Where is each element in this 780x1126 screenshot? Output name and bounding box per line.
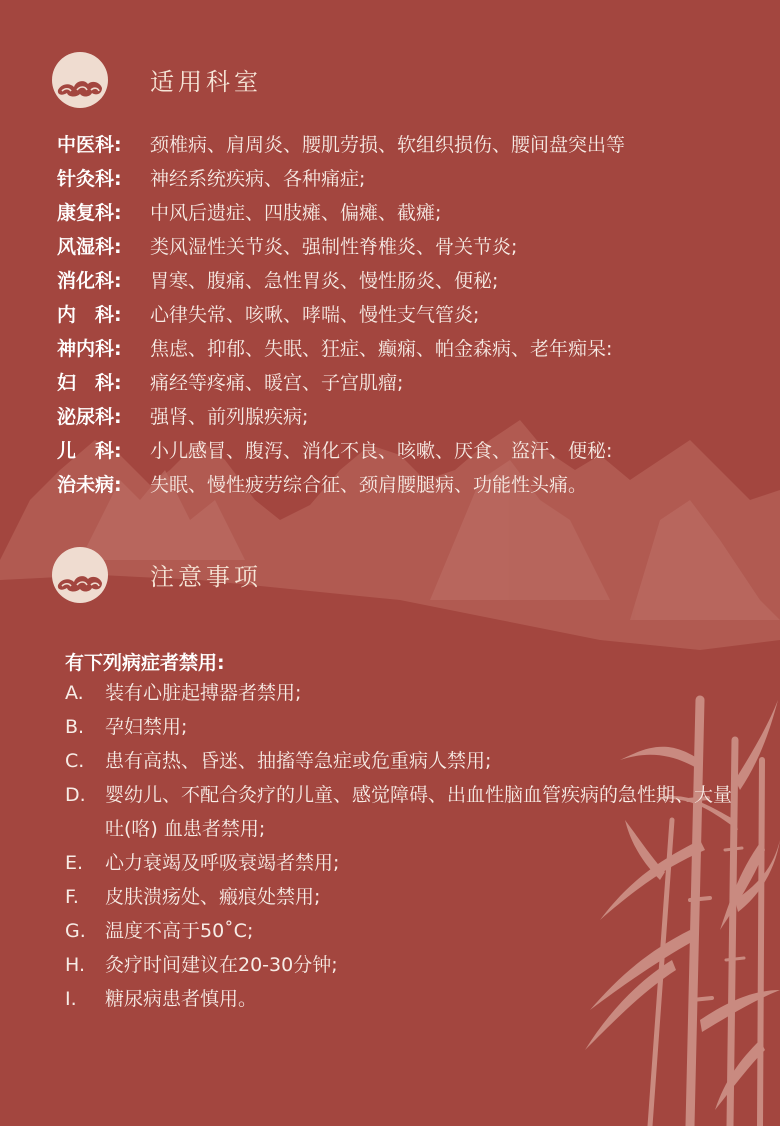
department-row (57, 196, 757, 230)
department-name: 泌尿科: (57, 406, 122, 428)
department-name: 治未病: (57, 474, 122, 496)
department-row (57, 468, 757, 502)
department-desc: 失眠、慢性疲劳综合征、颈肩腰腿病、功能性头痛。 (150, 474, 588, 496)
department-row (57, 332, 757, 366)
department-name: 针灸科: (57, 168, 122, 190)
precaution-letter: H. (65, 954, 85, 976)
precaution-text: 灸疗时间建议在20-30分钟; (105, 954, 338, 976)
department-row (57, 400, 757, 434)
precaution-text: 装有心脏起搏器者禁用; (105, 682, 302, 704)
precaution-letter: E. (65, 852, 84, 874)
precaution-text: 患有高热、昏迷、抽搐等急症或危重病人禁用; (105, 750, 492, 772)
section-title-precautions: 注意事项 (150, 563, 262, 591)
department-desc: 中风后遗症、四肢瘫、偏瘫、截瘫; (150, 202, 442, 224)
department-desc: 类风湿性关节炎、强制性脊椎炎、骨关节炎; (150, 236, 518, 258)
department-name: 康复科: (57, 202, 122, 224)
precaution-letter: G. (65, 920, 86, 942)
department-list (57, 128, 757, 502)
department-row (57, 128, 757, 162)
precautions-header (50, 545, 450, 605)
precaution-item (65, 948, 745, 982)
department-desc: 胃寒、腹痛、急性胃炎、慢性肠炎、便秘; (150, 270, 499, 292)
precaution-letter: F. (65, 886, 79, 908)
precaution-text: 皮肤溃疡处、瘢痕处禁用; (105, 886, 321, 908)
department-row (57, 264, 757, 298)
department-name: 妇 科: (57, 372, 122, 394)
department-desc: 强肾、前列腺疾病; (150, 406, 309, 428)
department-row (57, 230, 757, 264)
department-desc: 神经系统疾病、各种痛症; (150, 168, 366, 190)
departments-header (50, 50, 450, 110)
precaution-item (65, 710, 745, 744)
department-row (57, 434, 757, 468)
department-name: 中医科: (57, 134, 122, 156)
precaution-letter: C. (65, 750, 85, 772)
precaution-item (65, 982, 745, 1016)
precaution-letter: D. (65, 784, 86, 806)
precaution-item (65, 880, 745, 914)
department-desc: 小儿感冒、腹泻、消化不良、咳嗽、厌食、盗汗、便秘: (150, 440, 613, 462)
precautions-intro: 有下列病症者禁用: (65, 652, 225, 674)
precaution-text: 温度不高于50˚C; (105, 920, 254, 942)
precaution-item (65, 778, 745, 846)
precaution-text: 孕妇禁用; (105, 716, 188, 738)
department-name: 风湿科: (57, 236, 122, 258)
department-name: 神内科: (57, 338, 122, 360)
precaution-item (65, 676, 745, 710)
department-name: 消化科: (57, 270, 122, 292)
department-row (57, 162, 757, 196)
department-name: 内 科: (57, 304, 122, 326)
precaution-letter: B. (65, 716, 85, 738)
department-row (57, 298, 757, 332)
precaution-text: 糖尿病患者慎用。 (105, 988, 258, 1010)
precautions-list (65, 676, 745, 1016)
department-desc: 心律失常、咳啾、哮喘、慢性支气管炎; (150, 304, 480, 326)
precaution-item (65, 846, 745, 880)
auspicious-cloud-icon (50, 545, 110, 605)
precaution-letter: A. (65, 682, 84, 704)
section-title-departments: 适用科室 (150, 68, 262, 96)
department-desc: 焦虑、抑郁、失眠、狂症、癫痫、帕金森病、老年痴呆: (150, 338, 613, 360)
precaution-text: 婴幼儿、不配合灸疗的儿童、感觉障碍、出血性脑血管疾病的急性期、大量吐(咯) 血患者禁用; (105, 784, 733, 840)
precaution-item (65, 744, 745, 778)
precaution-text: 心力衰竭及呼吸衰竭者禁用; (105, 852, 340, 874)
precaution-item (65, 914, 745, 948)
department-name: 儿 科: (57, 440, 122, 462)
auspicious-cloud-icon (50, 50, 110, 110)
precaution-letter: I. (65, 988, 77, 1010)
department-desc: 痛经等疼痛、暖宫、子宫肌瘤; (150, 372, 404, 394)
department-row (57, 366, 757, 400)
department-desc: 颈椎病、肩周炎、腰肌劳损、软组织损伤、腰间盘突出等 (150, 134, 626, 156)
